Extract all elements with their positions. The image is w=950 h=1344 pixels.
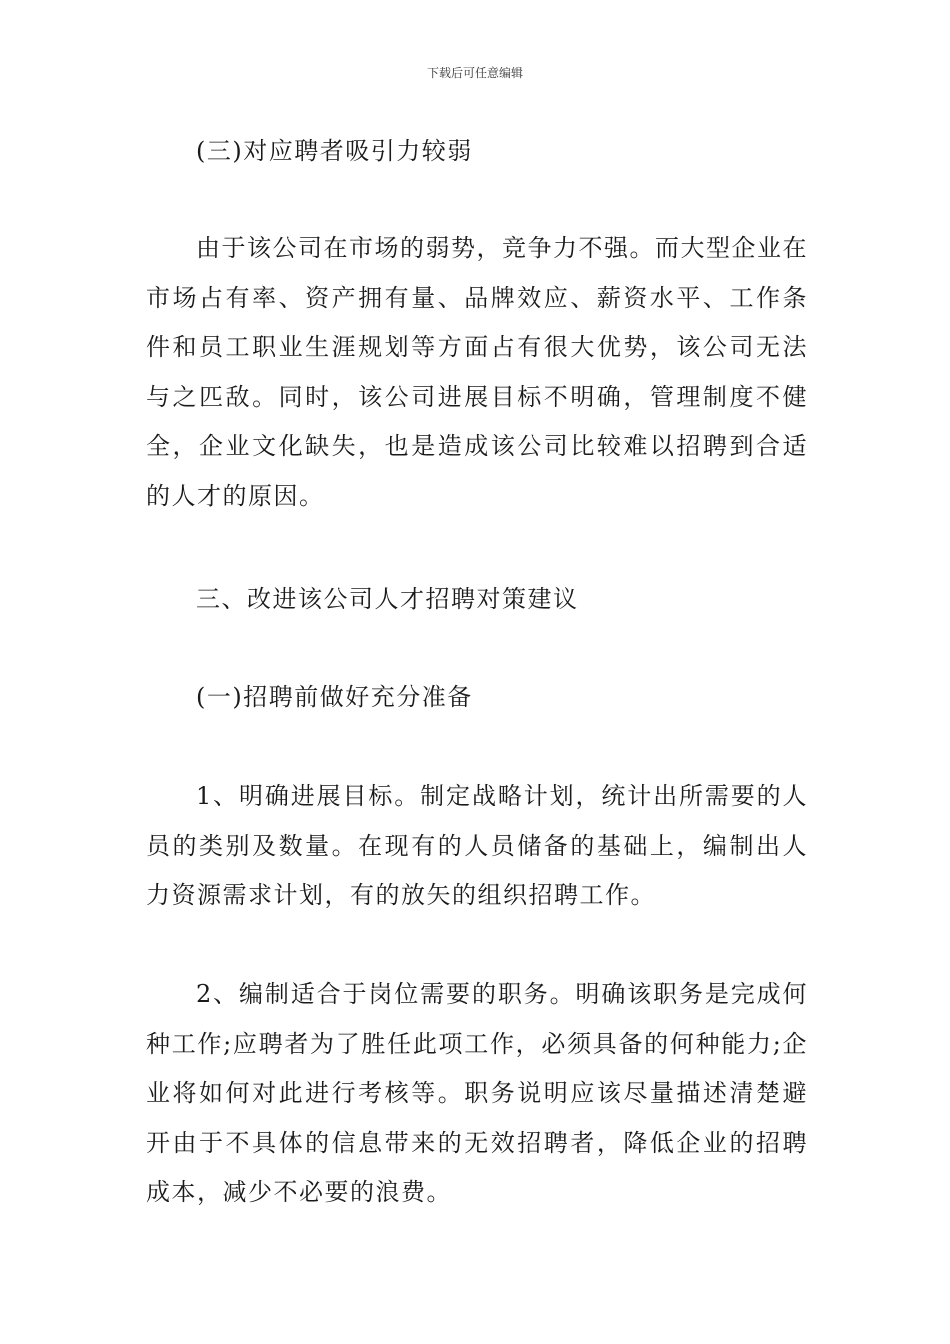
paragraph-2: 1、明确进展目标。制定战略计划，统计出所需要的人员的类别及数量。在现有的人员储备的基础上，编制出人力资源需求计划，有的放矢的组织招聘工作。: [146, 782, 808, 909]
page-header: 下载后可任意编辑: [426, 66, 523, 80]
paragraph-1: 由于该公司在市场的弱势，竞争力不强。而大型企业在市场占有率、资产拥有量、品牌效应、薪资水平、工作条件和员工职业生涯规划等方面占有很大优势，该公司无法与之匹敌。同时，该公司进展目标不明确，管理制度不健全，企业文化缺失，也是造成该公司比较难以招聘到合适的人才的原因。: [146, 234, 808, 510]
section-heading-3: (三)对应聘者吸引力较弱: [196, 137, 473, 165]
paragraph-3: 2、编制适合于岗位需要的职务。明确该职务是完成何种工作;应聘者为了胜任此项工作，必须具备的何种能力;企业将如何对此进行考核等。职务说明应该尽量描述清楚避开由于不具体的信息带来的无效招聘者，降低企业的招聘成本，减少不必要的浪费。: [146, 980, 808, 1206]
main-heading: 三、改进该公司人才招聘对策建议: [196, 585, 579, 613]
section-heading-1: (一)招聘前做好充分准备: [196, 683, 473, 711]
